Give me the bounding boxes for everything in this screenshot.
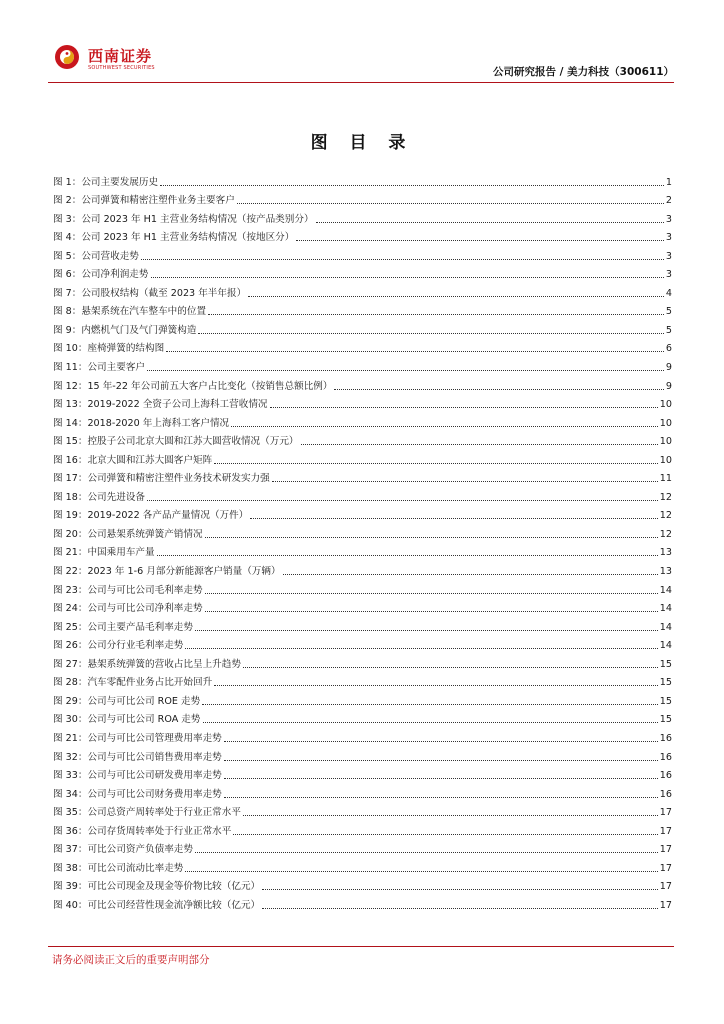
toc-entry[interactable] [53,689,672,708]
toc-entry[interactable] [53,819,672,838]
toc-entry-label[interactable]: 图 23：公司与可比公司毛利率走势 [53,584,203,596]
toc-entry[interactable] [53,652,672,671]
toc-entry-label[interactable]: 图 20：公司悬架系统弹簧产销情况 [53,528,203,540]
toc-entry[interactable] [53,244,672,263]
toc-entry-page-number[interactable]: 10 [659,436,672,448]
toc-dot-leader [316,222,664,223]
toc-entry[interactable] [53,782,672,801]
toc-entry[interactable] [53,559,672,578]
toc-entry[interactable] [53,448,672,467]
toc-entry[interactable] [53,300,672,319]
toc-entry-page-number[interactable]: 17 [659,844,672,856]
toc-entry-page-number[interactable]: 9 [665,362,672,374]
toc-dot-leader [248,296,664,297]
toc-entry-label[interactable]: 图 21：公司与可比公司管理费用率走势 [53,732,222,744]
toc-entry-page-number[interactable]: 13 [659,547,672,559]
logo-english-name: SOUTHWEST SECURITIES [88,65,155,71]
toc-entry[interactable] [53,355,672,374]
toc-entry[interactable] [53,226,672,245]
toc-entry-label[interactable]: 图 40：可比公司经营性现金流净额比较（亿元） [53,899,261,911]
toc-entry-label[interactable]: 图 32：公司与可比公司销售费用率走势 [53,751,222,763]
toc-entry[interactable] [53,318,672,337]
toc-entry-label[interactable]: 图 17：公司弹簧和精密注塑件业务技术研发实力强 [53,473,270,485]
toc-entry[interactable] [53,875,672,894]
toc-entry[interactable] [53,893,672,912]
toc-entry[interactable] [53,522,672,541]
toc-dot-leader [205,593,658,594]
toc-dot-leader [185,648,657,649]
toc-entry-page-number[interactable]: 16 [659,788,672,800]
toc-dot-leader [262,908,658,909]
toc-dot-leader [160,185,664,186]
toc-entry-page-number[interactable]: 17 [659,862,672,874]
toc-entry-page-number[interactable]: 5 [665,324,672,336]
toc-entry-label[interactable]: 图 28：汽车零配件业务占比开始回升 [53,677,213,689]
toc-entry-label[interactable]: 图 1：公司主要发展历史 [53,176,159,188]
toc-entry[interactable] [53,207,672,226]
toc-dot-leader [283,574,658,575]
toc-entry-label[interactable]: 图 10：座椅弹簧的结构图 [53,343,165,355]
toc-entry[interactable] [53,411,672,430]
toc-entry-page-number[interactable]: 15 [659,658,672,670]
toc-entry-page-number[interactable]: 10 [659,399,672,411]
toc-entry[interactable] [53,263,672,282]
toc-entry-page-number[interactable]: 10 [659,454,672,466]
toc-dot-leader [195,852,658,853]
toc-dot-leader [272,481,658,482]
toc-dot-leader [185,871,657,872]
toc-entry-label[interactable]: 图 2：公司弹簧和精密注塑件业务主要客户 [53,195,235,207]
toc-entry-label[interactable]: 图 26：公司分行业毛利率走势 [53,640,184,652]
company-logo [54,42,214,76]
toc-dot-leader [214,463,658,464]
toc-dot-leader [141,259,664,260]
toc-dot-leader [262,889,658,890]
toc-entry-page-number[interactable]: 2 [665,195,672,207]
footer-disclaimer: 请务必阅读正文后的重要声明部分 [52,954,210,966]
toc-entry-label[interactable]: 图 27：悬架系统弹簧的营收占比呈上升趋势 [53,658,241,670]
toc-dot-leader [157,555,658,556]
toc-entry-page-number[interactable]: 1 [665,176,672,188]
toc-entry[interactable] [53,801,672,820]
toc-dot-leader [250,518,657,519]
toc-entry-page-number[interactable]: 17 [659,825,672,837]
toc-entry-page-number[interactable]: 12 [659,528,672,540]
toc-dot-leader [237,203,664,204]
toc-entry[interactable] [53,430,672,449]
toc-entry-label[interactable]: 图 3：公司 2023 年 H1 主营业务结构情况（按产品类别分） [53,213,314,225]
toc-dot-leader [205,611,658,612]
toc-dot-leader [202,704,658,705]
toc-entry-label[interactable]: 图 16：北京大圆和江苏大圆客户矩阵 [53,454,213,466]
toc-dot-leader [243,667,658,668]
toc-entry-page-number[interactable]: 17 [659,899,672,911]
toc-entry[interactable] [53,597,672,616]
toc-entry-page-number[interactable]: 15 [659,695,672,707]
toc-entry-label[interactable]: 图 18：公司先进设备 [53,491,146,503]
toc-entry-page-number[interactable]: 16 [659,732,672,744]
toc-entry-label[interactable]: 图 6：公司净利润走势 [53,269,149,281]
toc-entry-page-number[interactable]: 16 [659,770,672,782]
toc-entry-page-number[interactable]: 15 [659,714,672,726]
toc-entry-label[interactable]: 图 5：公司营收走势 [53,250,139,262]
toc-entry-label[interactable]: 图 30：公司与可比公司 ROA 走势 [53,714,201,726]
page-header [48,38,674,82]
toc-entry-page-number[interactable]: 4 [665,287,672,299]
toc-entry-page-number[interactable]: 12 [659,510,672,522]
toc-entry[interactable] [53,374,672,393]
toc-dot-leader [166,351,664,352]
toc-entry[interactable] [53,856,672,875]
toc-entry[interactable] [53,671,672,690]
toc-entry[interactable] [53,634,672,653]
toc-entry[interactable] [53,467,672,486]
toc-entry-page-number[interactable]: 6 [665,343,672,355]
report-title: 公司研究报告 / 美力科技（300611） [493,66,674,78]
toc-entry-page-number[interactable]: 5 [665,306,672,318]
toc-dot-leader [224,760,658,761]
toc-entry-label[interactable]: 图 38：可比公司流动比率走势 [53,862,184,874]
toc-dot-leader [195,630,658,631]
toc-entry[interactable] [53,541,672,560]
toc-entry-page-number[interactable]: 17 [659,807,672,819]
toc-dot-leader [301,444,658,445]
toc-entry-page-number[interactable]: 10 [659,417,672,429]
toc-dot-leader [198,333,663,334]
toc-entry-page-number[interactable]: 14 [659,640,672,652]
toc-entry-page-number[interactable]: 13 [659,566,672,578]
logo-mark-icon [54,44,80,70]
toc-entry-label[interactable]: 图 11：公司主要客户 [53,362,146,374]
toc-dot-leader [224,778,658,779]
toc-entry-label[interactable]: 图 14：2018-2020 年上海科工客户情况 [53,417,230,429]
toc-entry[interactable] [53,189,672,208]
toc-dot-leader [270,407,658,408]
toc-dot-leader [334,389,663,390]
logo-chinese-name: 西南证券 [88,47,153,65]
toc-dot-leader [147,370,664,371]
toc-entry-label[interactable]: 图 4：公司 2023 年 H1 主营业务结构情况（按地区分） [53,232,295,244]
toc-entry-page-number[interactable]: 14 [659,584,672,596]
toc-entry-label[interactable]: 图 15：控股子公司北京大圆和江苏大圆营收情况（万元） [53,436,299,448]
toc-dot-leader [151,277,664,278]
toc-entry-label[interactable]: 图 37：可比公司资产负债率走势 [53,844,193,856]
toc-dot-leader [203,722,658,723]
toc-entry-page-number[interactable]: 3 [665,213,672,225]
toc-entry-label[interactable]: 图 12：15 年-22 年公司前五大客户占比变化（按销售总额比例） [53,380,333,392]
footer-divider [48,946,674,947]
toc-entry[interactable] [53,170,672,189]
toc-dot-leader [233,834,657,835]
toc-entry-page-number[interactable]: 9 [665,380,672,392]
toc-entry[interactable] [53,337,672,356]
toc-entry-page-number[interactable]: 16 [659,751,672,763]
toc-entry-label[interactable]: 图 21：中国乘用车产量 [53,547,155,559]
toc-entry-label[interactable]: 图 33：公司与可比公司研发费用率走势 [53,770,222,782]
toc-entry-label[interactable]: 图 39：可比公司现金及现金等价物比较（亿元） [53,881,261,893]
toc-entry-label[interactable]: 图 24：公司与可比公司净利率走势 [53,603,203,615]
toc-entry-page-number[interactable]: 15 [659,677,672,689]
toc-dot-leader [224,797,658,798]
toc-entry[interactable] [53,726,672,745]
toc-entry-page-number[interactable]: 11 [659,473,672,485]
toc-entry[interactable] [53,578,672,597]
toc-entry[interactable] [53,764,672,783]
toc-entry-page-number[interactable]: 17 [659,881,672,893]
toc-entry[interactable] [53,615,672,634]
figure-list [53,170,672,912]
toc-dot-leader [208,314,664,315]
toc-dot-leader [147,500,658,501]
toc-entry-label[interactable]: 图 36：公司存货周转率处于行业正常水平 [53,825,232,837]
toc-entry-page-number[interactable]: 14 [659,603,672,615]
toc-entry-label[interactable]: 图 7：公司股权结构（截至 2023 年半年报） [53,287,247,299]
toc-entry-page-number[interactable]: 3 [665,250,672,262]
toc-entry[interactable] [53,393,672,412]
toc-entry-page-number[interactable]: 3 [665,232,672,244]
toc-entry[interactable] [53,281,672,300]
toc-entry[interactable] [53,838,672,857]
toc-dot-leader [214,685,658,686]
toc-dot-leader [224,741,658,742]
toc-entry[interactable] [53,745,672,764]
toc-entry-page-number[interactable]: 12 [659,491,672,503]
toc-entry-label[interactable]: 图 34：公司与可比公司财务费用率走势 [53,788,222,800]
toc-entry-label[interactable]: 图 9：内燃机气门及气门弹簧构造 [53,324,197,336]
page-title: 图 目 录 [310,133,414,153]
toc-entry[interactable] [53,708,672,727]
toc-entry-label[interactable]: 图 13：2019-2022 全资子公司上海科工营收情况 [53,399,268,411]
toc-entry-page-number[interactable]: 14 [659,621,672,633]
toc-entry-label[interactable]: 图 25：公司主要产品毛利率走势 [53,621,193,633]
header-divider [48,82,674,83]
toc-dot-leader [296,240,664,241]
toc-entry-label[interactable]: 图 8：悬架系统在汽车整车中的位置 [53,306,207,318]
toc-entry-page-number[interactable]: 3 [665,269,672,281]
toc-entry[interactable] [53,485,672,504]
toc-entry-label[interactable]: 图 29：公司与可比公司 ROE 走势 [53,695,201,707]
toc-entry-label[interactable]: 图 19：2019-2022 各产品产量情况（万件） [53,510,249,522]
toc-entry[interactable] [53,504,672,523]
toc-entry-label[interactable]: 图 22：2023 年 1-6 月部分新能源客户销量（万辆） [53,566,281,578]
toc-dot-leader [231,426,658,427]
toc-dot-leader [243,815,658,816]
toc-dot-leader [205,537,658,538]
toc-entry-label[interactable]: 图 35：公司总资产周转率处于行业正常水平 [53,807,241,819]
